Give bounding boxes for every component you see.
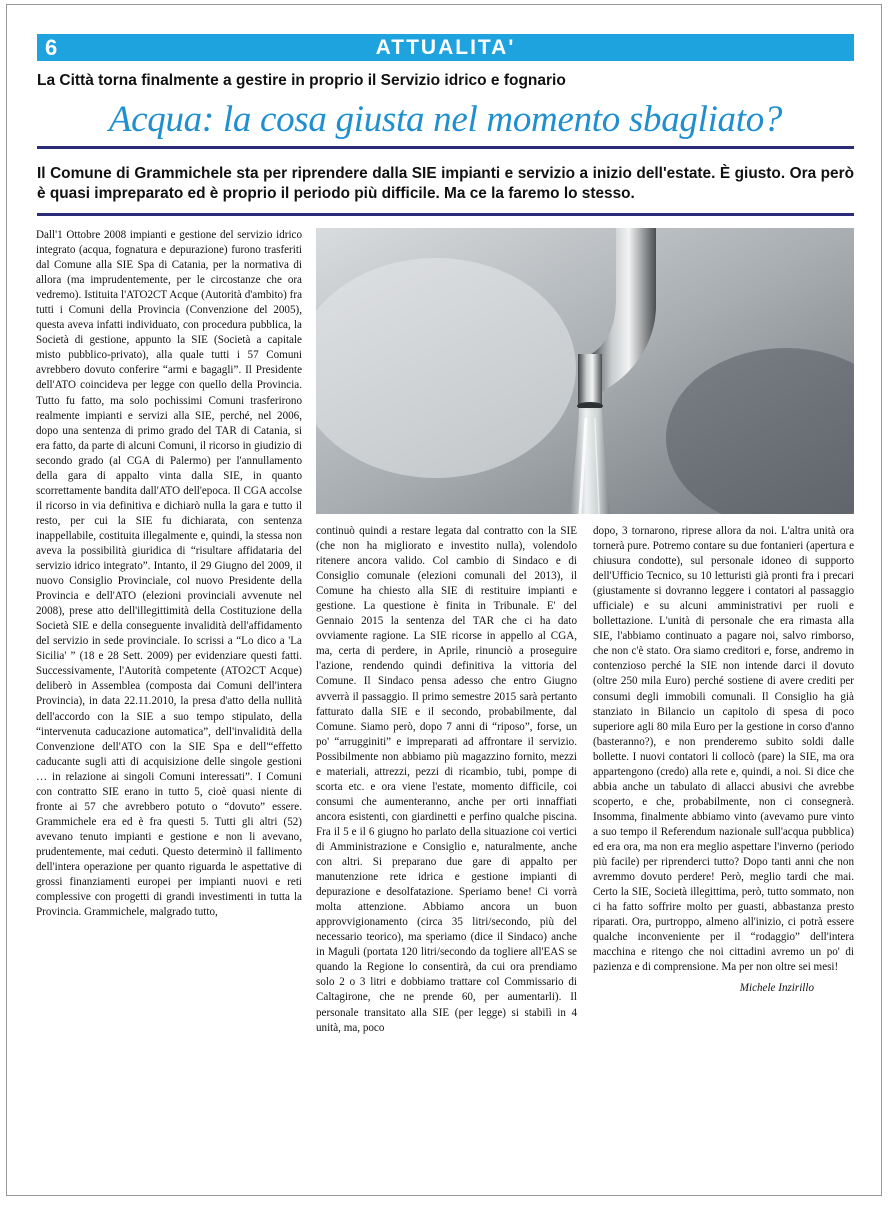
page-number: 6	[45, 35, 58, 60]
article-column-3	[593, 524, 854, 1148]
article-kicker: La Città torna finalmente a gestire in proprio il Servizio idrico e fognario	[37, 72, 566, 89]
article-column-2: continuò quindi a restare legata dal contratto con la SIE (che non ha migliorato e investito nulla), volendolo ritenere ancora valido. Col cambio di Sindaco e di Consiglio comunale (elezioni comunali del 2013), il Comune ha chiesto alla SIE di restituire impianti e gestione. La questione è finita in Tribunale. E' del Gennaio 2015 la sentenza del TAR che ci ha dato ovviamente ragione. La SIE ricorse in appello al CGA, ma, certa di perdere, in Aprile, rinunciò a proseguire l'azione, rendendo quindi definitiva la vittoria del Comune. Il Sindaco pensa adesso che entro Giugno avverrà il passaggio. Il primo semestre 2015 sarà pertanto fatturato dalla SIE e il secondo, probabilmente, dal Comune. Siamo però, dopo 7 anni di “riposo”, forse, un po' “arrugginiti” e impreparati ad affrontare il servizio. Possibilmente non abbiamo più magazzino fornito, mezzi e materiali, attrezzi, pezzi di ricambio, tubi, pompe di scorta etc. e ora viene l'estate, momento difficile, coi consumi che aumenteranno, anche per orti innaffiati ancora esistenti, con giardinetti e perfino qualche piscina. Fra il 5 e il 6 giugno ho parlato della situazione coi vertici di Amministrazione e Consiglio e, naturalmente, anche con altri. Si preparano due gare di appalto per manutenzione rete idrica e gestione impianti di depurazione e desolfatazione. Speriamo bene! Ci vorrà molta attenzione. Abbiamo ancora un buon approvvigionamento (circa 35 litri/secondo, più del necessario teorico), ma speriamo (dice il Sindaco) anche in Maguli (portata 120 litri/secondo da togliere all'EAS se quando la Regione lo consentirà, da cui ora prendiamo solo 2 o 3 litri e dobbiamo trattare col Commissario di Caltagirone, che ne prende 60, per aumentarli). Il personale transitato alla SIE (per legge) si stabilì in 4 unità, ma, poco	[316, 525, 577, 1034]
article-column-1: Dall'1 Ottobre 2008 impianti e gestione del servizio idrico integrato (acqua, fognatura e depurazione) furono trasferiti dal Comune alla SIE Spa di Catania, per la normativa di allora (ma imprudentemente, per le circostanze che ora vedremo). Istituita l'ATO2CT Acque (Autorità d'ambito) fra tutti i Comuni della Provincia (Convenzione del 2005), questa aveva infatti individuato, con procedura pubblica, la Società di gestione, appunto la SIE (Società a capitale misto pubblico-privato), alla quale tutti i 57 Comuni avrebbero dovuto conferire “armi e bagagli”. Il Presidente dell'ATO coincideva per legge con quello della Provincia. Tutto fu fatto, ma solo pochissimi Comuni trasferirono realmente impianti e servizi alla SIE, perché, nel 2006, dopo una sentenza di primo grado del TAR di Catania, si era fatto, da parte di alcuni Comuni, il ricorso in giudizio di secondo grado (al CGA di Palermo) per l'annullamento della gara di appalto vinta dalla SIE, in quanto scorrettamente bandita dall'ATO dell'epoca. Il CGA accolse il ricorso in via definitiva e dichiarò nulla la gara e tutto il resto, per cui la SIE fu dichiarata, con sentenza inappellabile, costituita illegalmente e, quindi, la stessa non aveva la possibilità giuridica di “risultare affidataria del servizio idrico integrato”. Intanto, il 29 Giugno del 2009, il nuovo Consiglio Provinciale, col nuovo Presidente della Provincia e dell'ATO (elezioni provinciali avvenute nel 2008), prese atto dell'illegittimità della Costituzione della Società SIE e della conseguente invalidità dell'affidamento del servizio in sede provinciale. Io scrissi a “Lo dico a 'La Sicilia' ” (18 e 28 Sett. 2009) per evidenziare questi fatti. Successivamente, l'Autorità competente (ATO2CT Acque) deliberò in Assemblea (composta dai Comuni dell'intera Provincia), in data 22.11.2010, la presa d'atto della nullità dell'accordo con la SIE a suo tempo stipulato, della “intervenuta caducazione automatica”, dell'invalidità della Convenzione dell'ATO con la SIE Spa e dell'“effetto caducante sugli atti di acquisizione delle singole gestioni … in relazione ai singoli Comuni interessati”. I Comuni con contratto SIE erano in tutto 5, cioè quasi niente di fronte ai 57 che avrebbero potuto o “dovuto” essere. Grammichele era ed è fra questi 5. Tutti gli altri (52) avevano tenuto impianti e gestione e non li avevano, prudentemente, mai ceduti. Questo determinò il fallimento dell'intera operazione per quanto riguarda le aspettative di grossi finanziamenti europei per impianti nuovi e reti complessive con progetti di grandi investimenti in tutta la Provincia. Grammichele, malgrado tutto,	[36, 229, 302, 919]
rule-top	[37, 146, 854, 149]
section-title: ATTUALITA'	[375, 36, 516, 59]
water-tap-photo	[316, 228, 854, 514]
article-lead: Il Comune di Grammichele sta per riprendere dalla SIE impianti e servizio a inizio dell'estate. È giusto. Ora però è quasi impreparato ed è proprio il periodo più difficile. Ma ce la faremo lo stesso.	[37, 165, 854, 202]
article-column-3-text: dopo, 3 tornarono, riprese allora da noi. L'altra unità ora tornerà pure. Potremo contare su due fontanieri (apertura e chiusura condotte), sul personale idoneo di supporto dell'Ufficio Tecnico, su 10 letturisti già pronti fra i precari (giustamente si dovranno leggere i contatori al passaggio ufficiale) e su alcuni amministrativi per ruoli e bollettazione. L'unità di personale che era rimasta alla SIE, l'abbiamo continuato a pagare noi, salvo rimborso, che non c'è stato. Ora siamo creditori e, forse, andremo in contenzioso perché la SIE non intende darci il dovuto (oltre 250 mila Euro) perché sostiene di avere crediti per consumi degli immobili comunali. Il Consiglio ha già stanziato in Bilancio un capitolo di spesa di poco superiore agli 80 mila Euro per la gestione in corso d'anno (basteranno?), e non prenderemo subito soldi dalle bollette. I nuovi contatori li collocò (pare) la SIE, ma ora appartengono (credo) alla rete e, quindi, a noi. Si dice che abbia anche un tabulato di allacci abusivi che avrebbe scoperto, e che, probabilmente, non ci consegnerà. Insomma, finalmente abbiamo vinto (avevamo pure vinto a suo tempo il Referendum nazionale sull'acqua pubblica) ed era ora, ma non era meglio aspettare l'inverno (periodo più facile) per riprenderci tutto? Dopo tanti anni che non avremmo dovuto perdere! Però, meglio tardi che mai. Certo la SIE, Società illegittima, però, tutto sommato, non ci ha fatto soffrire molto per guasti, abbastanza presto riparati. Ora, purtroppo, almeno all'inizio, ci potrà essere qualche inconveniente per il “rodaggio” dell'intera macchina e ritengo che noi cittadini avremo un po' di pazienza e di comprensione. Ma per non oltre sei mesi!	[593, 525, 854, 974]
rule-bottom	[37, 213, 854, 216]
author-signature: Michele Inzirillo	[739, 982, 814, 995]
article-headline: Acqua: la cosa giusta nel momento sbagliato?	[108, 99, 783, 140]
header-bar	[37, 34, 854, 61]
